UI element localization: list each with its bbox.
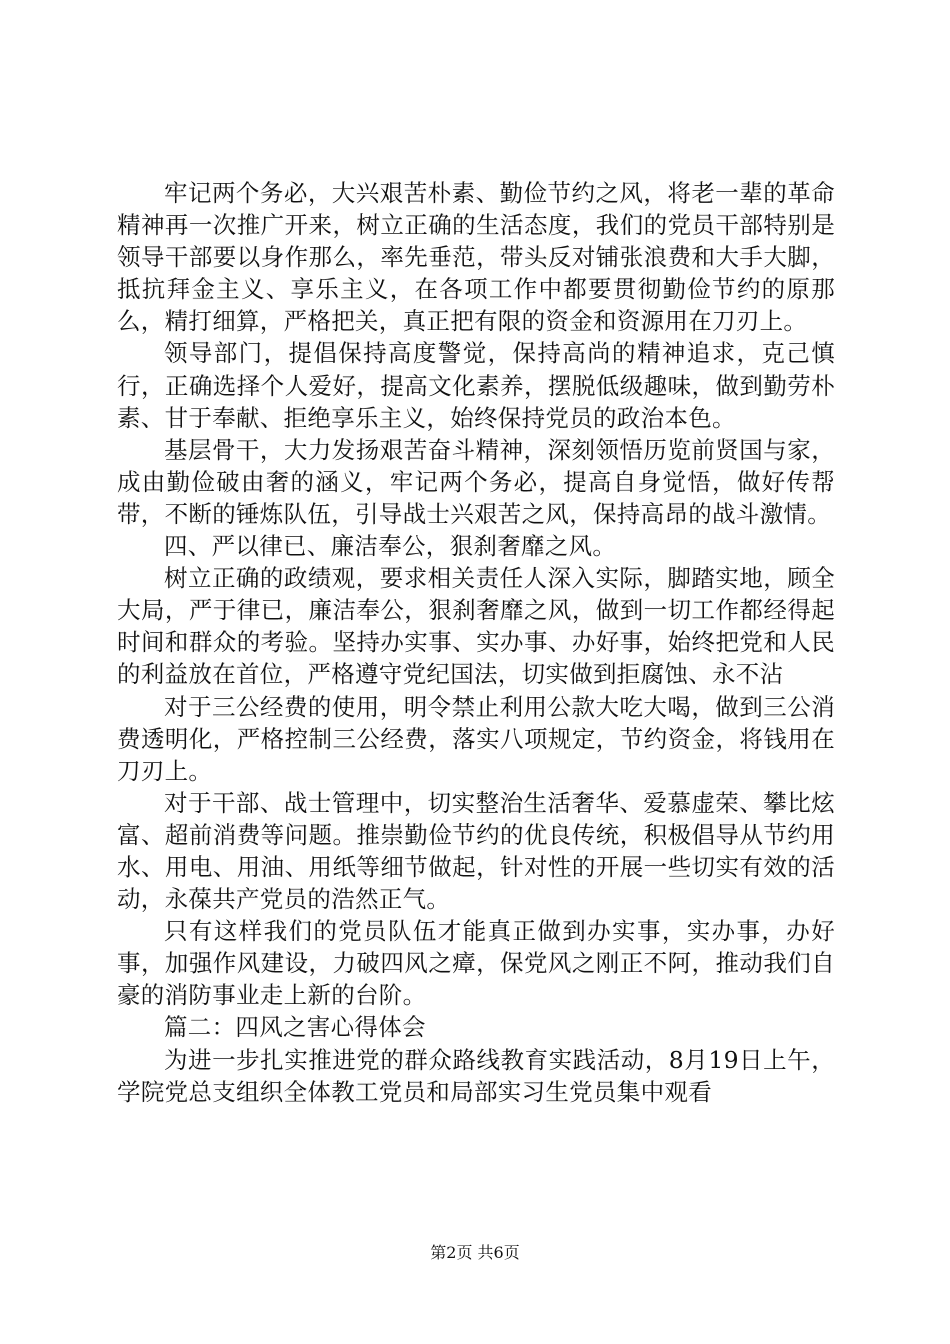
paragraph-7: 对于干部、战士管理中，切实整治生活奢华、爱慕虚荣、攀比炫富、超前消费等问题。推崇勤俭节约的优良传统，积极倡导从节约用水、用电、用油、用纸等细节做起，针对性的开展一些切实有效的活动，永葆共产党员的浩然正气。 [117, 788, 835, 914]
document-body [117, 177, 835, 1108]
section-heading-part-two: 篇二：四风之害心得体会 [164, 1013, 426, 1042]
paragraph-2: 领导部门，提倡保持高度警觉，保持高尚的精神追求，克己慎行，正确选择个人爱好，提高文化素养，摆脱低级趣味，做到勤劳朴素、甘于奉献、拒绝享乐主义，始终保持党员的政治本色。 [117, 339, 835, 432]
paragraph-3: 基层骨干，大力发扬艰苦奋斗精神，深刻领悟历览前贤国与家，成由勤俭破由奢的涵义，牢记两个务必，提高自身觉悟，做好传帮带，不断的锤炼队伍，引导战士兴艰苦之风，保持高昂的战斗激情。 [117, 435, 835, 528]
paragraph-1: 牢记两个务必，大兴艰苦朴素、勤俭节约之风，将老一辈的革命精神再一次推广开来，树立正确的生活态度，我们的党员干部特别是领导干部要以身作那么，率先垂范，带头反对铺张浪费和大手大脚，抵抗拜金主义、享乐主义，在各项工作中都要贯彻勤俭节约的原那么，精打细算，严格把关，真正把有限的资金和资源用在刀刃上。 [117, 179, 835, 336]
section-heading-4: 四、严以律已、廉洁奉公，狠刹奢靡之风。 [164, 532, 617, 561]
paragraph-5: 树立正确的政绩观，要求相关责任人深入实际，脚踏实地，顾全大局，严于律已，廉洁奉公，狠刹奢靡之风，做到一切工作都经得起时间和群众的考验。坚持办实事、实办事、办好事，始终把党和人民的利益放在首位，严格遵守党纪国法，切实做到拒腐蚀、永不沾 [117, 564, 835, 689]
paragraph-6: 对于三公经费的使用，明令禁止利用公款大吃大喝，做到三公消费透明化，严格控制三公经费，落实八项规定，节约资金，将钱用在刀刃上。 [117, 692, 835, 785]
paragraph-8: 只有这样我们的党员队伍才能真正做到办实事，实办事，办好事，加强作风建设，力破四风之瘴，保党风之刚正不阿，推动我们自豪的消防事业走上新的台阶。 [117, 917, 835, 1010]
page-footer: 第2页 共6页 [430, 1243, 520, 1262]
paragraph-10: 为进一步扎实推进党的群众路线教育实践活动，8月19日上午，学院党总支组织全体教工党员和局部实习生党员集中观看 [117, 1045, 835, 1106]
